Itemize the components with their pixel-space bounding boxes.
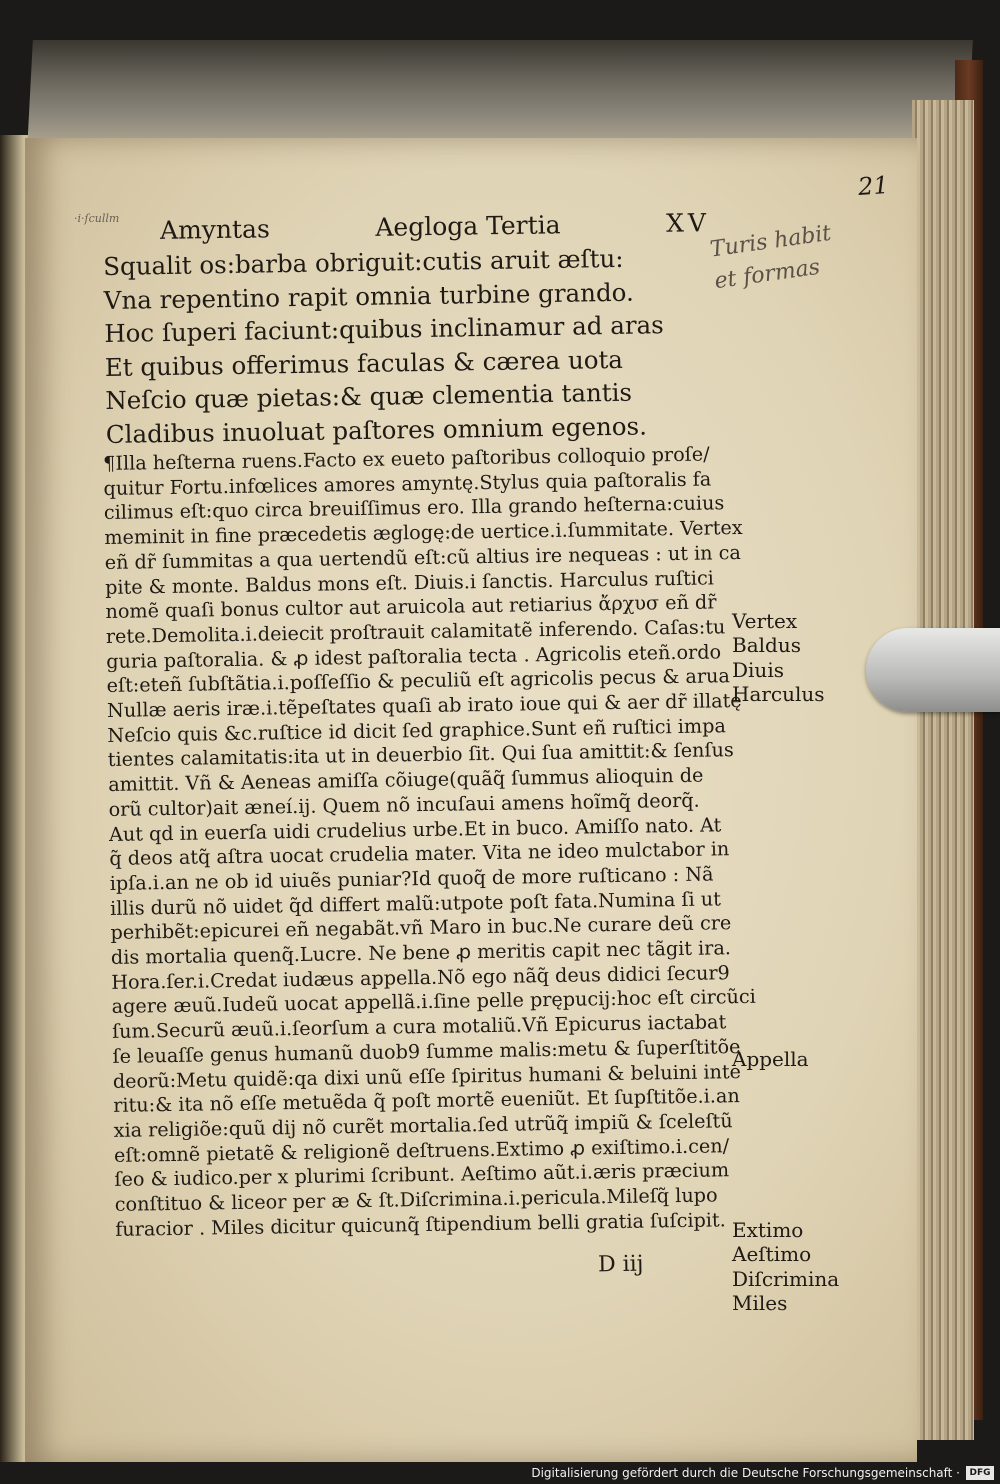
marginal-note: Extimo bbox=[732, 1217, 804, 1242]
marginal-note: Diſcrimina bbox=[732, 1266, 840, 1291]
commentary-line: furacior . Miles dicitur quicunq̃ ſtipendium belli gratia ſuſcipit. bbox=[115, 1208, 726, 1241]
commentary-line: rete.Demolita.i.deiecit proſtrauit calamitatẽ inferendo. Caſas:tu bbox=[105, 615, 726, 648]
commentary-line: orũ cultor)ait æneí.ij. Quem nõ incuſaui amens hoĩmq̃ deorq̃. bbox=[108, 788, 700, 821]
page-fore-edge bbox=[912, 100, 974, 1440]
commentary-line: dis mortalia quenq̃.Lucre. Ne bene ꝓ meritis capit nec tãgit ira. bbox=[110, 936, 732, 969]
commentary-line: Aut qd in euerſa uidi crudelius urbe.Et in buco. Amiſſo nato. At bbox=[108, 812, 722, 846]
handwritten-line: Turis habit bbox=[708, 220, 833, 263]
verse-line: Vna repentino rapit omnia turbine grando. bbox=[103, 277, 634, 315]
commentary-line: illis durũ nõ uidet q̃d differt malũ:utpote poſt fata.Numina ſi ut bbox=[109, 887, 722, 920]
commentary-line: meminit in fine præcedetis æglogę:de uertice.i.ſummitate. Vertex bbox=[104, 516, 743, 550]
commentary-line: Neſcio quis &c.ruſtice id dicit ſed graphice.Sunt eñ ruſtici impa bbox=[107, 713, 727, 747]
commentary-line: eſt:eteñ ſubſtãtia.i.poſſeſſio & peculiũ eſt agricolis pecus & arua bbox=[106, 664, 731, 698]
commentary-line: quitur Fortu.infœlices amores amyntę.Stylus quia paſtoralis fa bbox=[103, 467, 712, 500]
commentary-line: nomẽ quaſi bonus cultor aut aruicola aut retiarius ἄρχυσ eñ dr̃ bbox=[105, 590, 717, 624]
verse-line: Neſcio quæ pietas:& quæ clementia tantis bbox=[105, 377, 633, 415]
verse-block bbox=[103, 241, 706, 451]
footer-text: Digitalisierung gefördert durch die Deutsche Forschungsgemeinschaft · bbox=[531, 1466, 960, 1480]
commentary-line: Hora.ſer.i.Credat iudæus appella.Nõ ego nãq̃ deus didici ſecur9 bbox=[111, 960, 730, 994]
page-block-top bbox=[27, 40, 973, 150]
marginal-note: Appella bbox=[732, 1047, 809, 1072]
marginal-note: Baldus bbox=[732, 633, 801, 658]
commentary-line: eſt:omnẽ pietatẽ & religionẽ deſtruens.Extimo ꝓ exiſtimo.i.cen/ bbox=[113, 1133, 730, 1167]
commentary-line: xia religiõe:quũ dij nõ curẽt mortalia.ſed utrũq̃ impiũ & ſceleſtũ bbox=[113, 1109, 733, 1142]
commentary-line: ſe leuaſſe genus humanũ duob9 ſumme malis:metu & ſuperſtitõe bbox=[112, 1034, 741, 1068]
running-head-number: XV bbox=[665, 208, 711, 238]
commentary-line: ſum.Securũ æuũ.i.ſeorſum a cura motaliũ.Vñ Epicurus iactabat bbox=[111, 1010, 727, 1044]
commentary-line: q̃ deos atq̃ aſtra uocat crudelia mater. Vita ne ideo mulctabor in bbox=[109, 837, 730, 871]
verse-line: Cladibus inuoluat paſtores omnium egenos. bbox=[105, 410, 648, 449]
handwritten-line: et formas bbox=[713, 254, 822, 295]
verse-line: Squalit os:barba obriguit:cutis aruit æſtu: bbox=[103, 243, 624, 281]
commentary-line: eñ dr̃ ſummitas a qua uertendũ eſt:cũ altius ire nequeas : ut in ca bbox=[104, 540, 741, 574]
commentary-line: ritu:& ita nõ eſſe metuẽda q̃ poſt mortẽ eueniũt. Et ſupſtitõe.i.an bbox=[113, 1084, 740, 1118]
page-clamp bbox=[866, 628, 1000, 712]
commentary-line: ſeo & iudico.per x plurimi ſcribunt. Aeſtimo aũt.i.æris præcium bbox=[114, 1158, 730, 1192]
dfg-logo: DFG bbox=[966, 1466, 994, 1480]
handwritten-note-left: ·i·ſcullm bbox=[74, 212, 120, 225]
commentary-line: pite & monte. Baldus mons eſt. Diuis.i ſanctis. Harculus ruſtici bbox=[104, 565, 715, 599]
commentary-line: ¶Illa heſterna ruens.Facto ex eueto paſtoribus colloquio proſe/ bbox=[103, 442, 710, 475]
commentary-block bbox=[103, 442, 756, 1242]
commentary-line: conſtituo & liceor per æ & ſt.Diſcrimina.i.pericula.Mileſq̃ lupo bbox=[114, 1183, 718, 1216]
commentary-line: tientes calamitatis:ita ut in deuerbio ſit. Qui ſua amittit:& ſenſus bbox=[107, 738, 734, 772]
commentary-line: perhibẽt:epicurei eñ negabãt.vñ Maro in buc.Ne curare deũ cre bbox=[110, 911, 732, 945]
verse-line: Et quibus offerimus faculas & cærea uota bbox=[104, 344, 624, 382]
verse-line: Hoc ſuperi faciunt:quibus inclinamur ad aras bbox=[104, 310, 664, 348]
commentary-line: deorũ:Metu quidẽ:qa dixi unũ eſſe ſpiritus humani & beluini inte bbox=[112, 1059, 742, 1093]
marginal-note: Vertex bbox=[732, 609, 798, 634]
catchword-signature: D iij bbox=[597, 1251, 644, 1278]
commentary-line: guria paſtoralia. & ꝓ idest paſtoralia tecta . Agricolis eteñ.ordo bbox=[106, 639, 722, 673]
folio-number: 21 bbox=[857, 170, 890, 202]
marginal-note: Harculus bbox=[732, 682, 825, 707]
footer-bar bbox=[0, 1462, 1000, 1484]
commentary-line: ipſa.i.an ne ob id uiuẽs puniar?Id quoq̃ de more ruſticano : Nã bbox=[109, 862, 714, 895]
running-head-center: Aegloga Tertia bbox=[375, 210, 561, 242]
commentary-line: amittit. Vñ & Aeneas amiſſa cõiuge(quãq̃ ſummus alioquin de bbox=[108, 763, 704, 797]
marginal-note: Diuis bbox=[732, 657, 784, 682]
running-head-left: Amyntas bbox=[159, 214, 270, 245]
commentary-line: Nullæ aeris iræ.i.tẽpeſtates quaſi ab irato ioue qui & aer dr̃ illatę bbox=[106, 689, 742, 722]
commentary-line: cilimus eſt:quo circa breuiſſimus ero. Illa grando heſterna:cuius bbox=[103, 491, 725, 525]
marginal-note: Aeſtimo bbox=[732, 1242, 812, 1267]
commentary-line: agere æuũ.Iudeũ uocat appellã.i.ſine pelle prępucij:hoc eſt circũci bbox=[111, 985, 756, 1019]
marginal-note: Miles bbox=[732, 1290, 788, 1315]
